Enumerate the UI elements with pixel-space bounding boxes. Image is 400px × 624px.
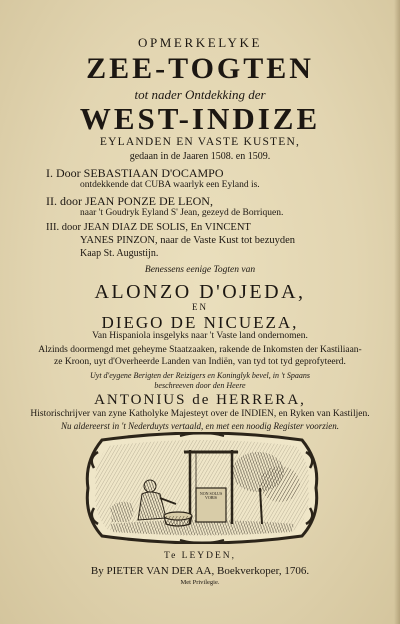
- emblem-motto: NON SOLUS VOBIS: [199, 491, 223, 501]
- alonzo-heading: ALONZO D'OJEDA,: [94, 281, 306, 303]
- imprint-publisher: By PIETER VAN DER AA, Boekverkoper, 1706.: [90, 565, 310, 577]
- benevens-line: Benessens eenige Togten van: [144, 265, 256, 275]
- diego-heading: DIEGO DE NICUEZA,: [101, 313, 299, 332]
- vertaald-line: Nu aldereerst in 't Nederduyts vertaald, en met een noodig Register voorzien.: [61, 421, 339, 431]
- hispaniola-line: Van Hispaniola insgelyks naar 't Vaste land ondernomen.: [92, 331, 308, 341]
- en-line: EN: [192, 302, 208, 312]
- imprint-place: Te LEYDEN,: [163, 551, 237, 561]
- voyage-entry-3-detail-2: Kaap St. Augustijn.: [80, 248, 159, 259]
- title-main-west-indize: WEST-INDIZE: [79, 101, 321, 136]
- alzinds-line-2: ze Kroon, uyt d'Overheerde Landen van Indiën, van tyd tot tyd geprofyteerd.: [54, 357, 346, 367]
- author-name: ANTONIUS de HERRERA,: [94, 392, 306, 408]
- title-line-5: EYLANDEN EN VASTE KUSTEN,: [99, 136, 301, 148]
- voyage-entry-3-detail: YANES PINZON, naar de Vaste Kust tot bezuyden: [80, 235, 296, 246]
- alzinds-line-1: Alzinds doormengd met geheyme Staatzaaken, rakende de Inkomsten der Kastiliaan-: [38, 345, 362, 355]
- printer-emblem: [80, 432, 324, 544]
- voyage-entry-2-detail: naar 't Goudryk Eyland S' Jean, gezeyd de Borriquen.: [80, 208, 284, 218]
- uyt-line-2: beschreeven door den Heere: [154, 381, 246, 390]
- title-dates: gedaan in de Jaaren 1508. en 1509.: [129, 151, 271, 162]
- historie-line: Historischrijver van zyne Katholyke Majesteyt over de INDIEN, en Ryken van Kastiljen.: [30, 409, 370, 419]
- title-line-3: tot nader Ontdekking der: [134, 87, 266, 102]
- title-main-zee-togten: ZEE-TOGTEN: [86, 52, 314, 85]
- printer-emblem-engraving: [80, 432, 324, 544]
- title-line-1: OPMERKELYKE: [137, 35, 263, 50]
- imprint-privilege: Met Privilegie.: [180, 579, 220, 586]
- voyage-entry-1: I. Door SEBASTIAAN D'OCAMPO: [46, 166, 224, 180]
- voyage-entry-1-detail: ontdekkende dat CUBA waarlyk een Eyland is.: [80, 180, 260, 190]
- voyage-entry-2: II. door JEAN PONZE DE LEON,: [46, 194, 213, 208]
- voyage-entry-3: III. door JEAN DIAZ DE SOLIS, En VINCENT: [46, 222, 251, 233]
- uyt-line-1: Uyt d'eygene Berigten der Reizigers en Koninglyk bevel, in 't Spaans: [89, 371, 311, 380]
